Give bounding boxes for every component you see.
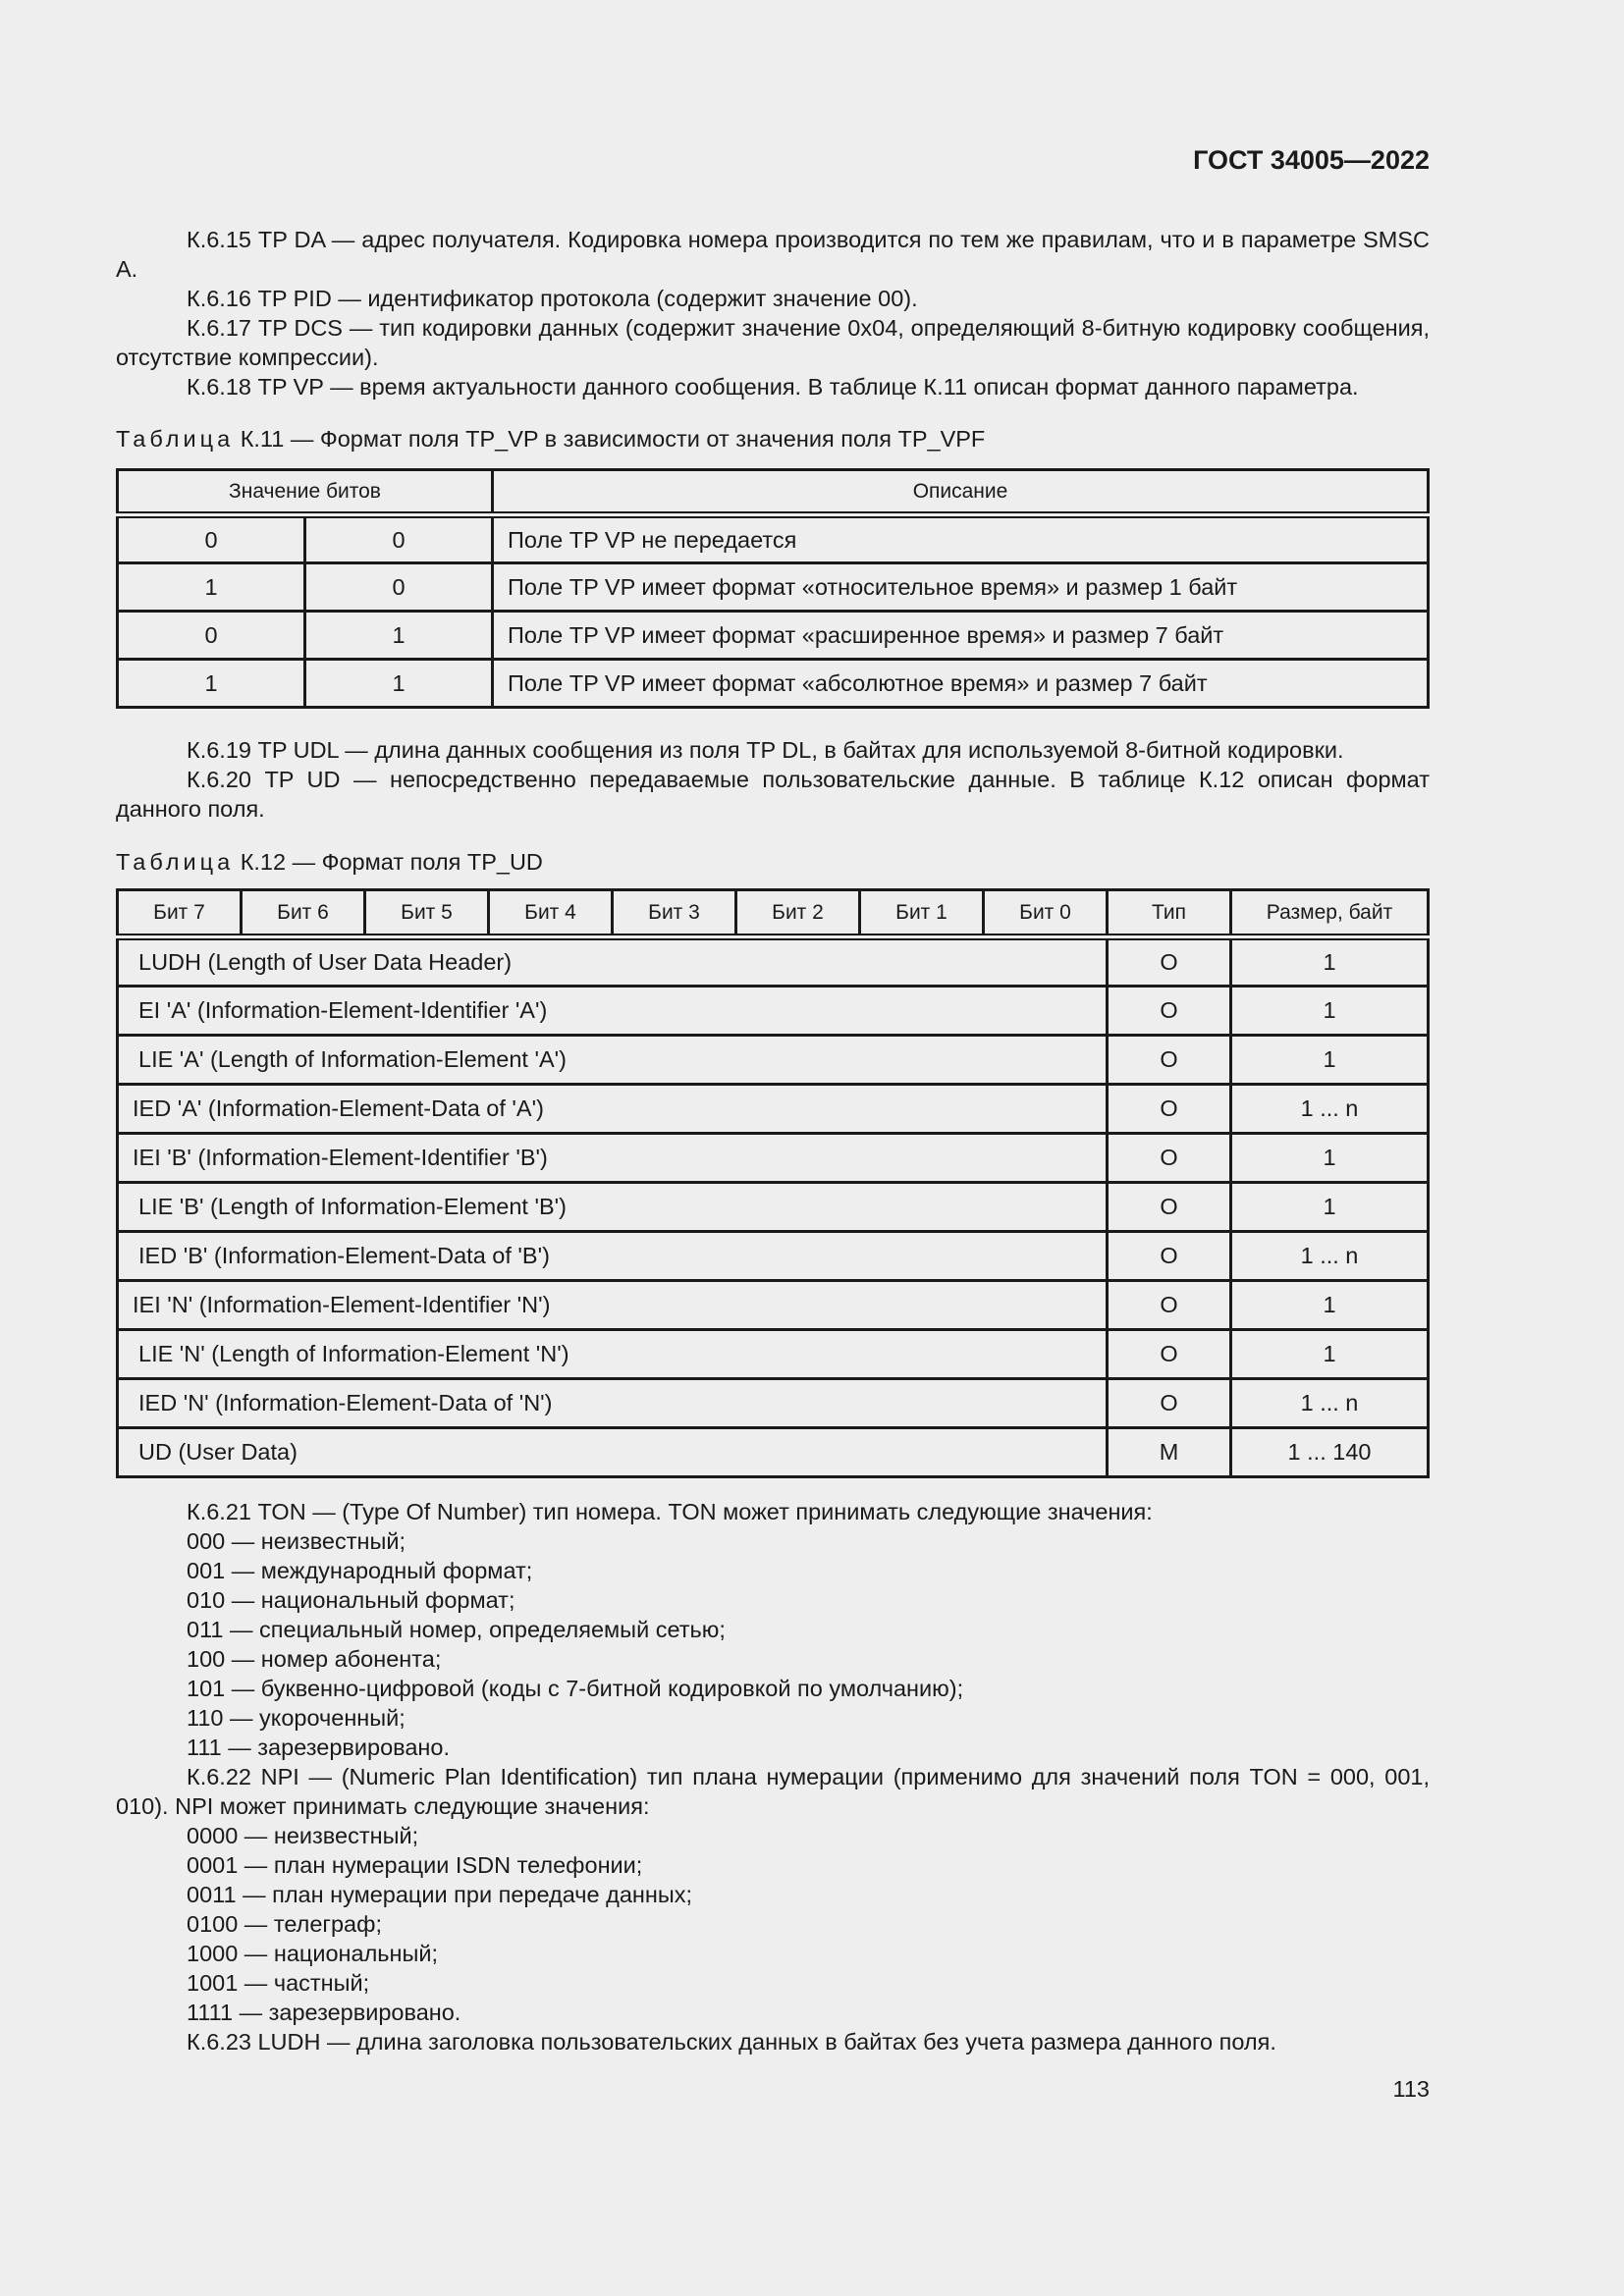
- table-row: [118, 660, 1429, 708]
- npi-value-item: 0100 — телеграф;: [187, 1911, 382, 1937]
- description-cell: Поле TP VP имеет формат «расширенное время» и размер 7 байт: [493, 612, 1429, 660]
- intro-paragraphs: [116, 225, 1430, 401]
- header-bit-0: Бит 0: [984, 890, 1108, 937]
- caption-text: К.12 — Формат поля TP_UD: [240, 849, 543, 875]
- field-name-cell: LIE 'A' (Length of Information-Element 'A'): [118, 1036, 1108, 1085]
- header-description: Описание: [493, 470, 1429, 515]
- table-row: [118, 937, 1429, 987]
- header-bit-1: Бит 1: [860, 890, 984, 937]
- type-cell: O: [1108, 1183, 1231, 1232]
- table-header-row: [118, 470, 1429, 515]
- paragraph-k6-17: К.6.17 TP DCS — тип кодировки данных (содержит значение 0x04, определяющий 8-битную кодировку сообщения, отсутствие компрессии).: [116, 315, 1430, 370]
- paragraph-k6-23: К.6.23 LUDH — длина заголовка пользовательских данных в байтах без учета размера данного поля.: [187, 2029, 1276, 2055]
- field-name-cell: IED 'N' (Information-Element-Data of 'N'): [118, 1379, 1108, 1428]
- description-cell: Поле TP VP имеет формат «абсолютное время» и размер 7 байт: [493, 660, 1429, 708]
- header-bit-values: Значение битов: [118, 470, 493, 515]
- npi-value-item: 0011 — план нумерации при передаче данных;: [187, 1882, 693, 1907]
- type-cell: O: [1108, 1085, 1231, 1134]
- header-bit-3: Бит 3: [613, 890, 736, 937]
- field-name-cell: EI 'A' (Information-Element-Identifier 'A'): [118, 987, 1108, 1036]
- size-cell: 1: [1231, 1330, 1429, 1379]
- type-cell: O: [1108, 937, 1231, 987]
- field-name-cell: LUDH (Length of User Data Header): [118, 937, 1108, 987]
- header-bit-6: Бит 6: [242, 890, 365, 937]
- npi-value-item: 1000 — национальный;: [187, 1941, 439, 1966]
- size-cell: 1 ... n: [1231, 1379, 1429, 1428]
- paragraph-k6-16: К.6.16 TP PID — идентификатор протокола (содержит значение 00).: [187, 286, 918, 311]
- paragraph-k6-19: К.6.19 TP UDL — длина данных сообщения из поля TP DL, в байтах для используемой 8-битной кодировки.: [187, 737, 1344, 763]
- bit-value-cell: 0: [118, 612, 305, 660]
- size-cell: 1 ... n: [1231, 1085, 1429, 1134]
- table-row: [118, 987, 1429, 1036]
- header-bit-5: Бит 5: [365, 890, 489, 937]
- ton-value-item: 000 — неизвестный;: [187, 1528, 406, 1554]
- size-cell: 1: [1231, 987, 1429, 1036]
- npi-value-item: 0000 — неизвестный;: [187, 1823, 419, 1848]
- table-row: [118, 1379, 1429, 1428]
- ton-value-item: 110 — укороченный;: [187, 1705, 406, 1731]
- table-k12: [116, 888, 1430, 1478]
- table-row: [118, 1085, 1429, 1134]
- type-cell: O: [1108, 987, 1231, 1036]
- table-row: [118, 515, 1429, 563]
- header-type: Тип: [1108, 890, 1231, 937]
- table-row: [118, 1134, 1429, 1183]
- table-row: [118, 1183, 1429, 1232]
- paragraph-k6-21: К.6.21 TON — (Type Of Number) тип номера. TON может принимать следующие значения:: [187, 1499, 1153, 1524]
- type-cell: O: [1108, 1232, 1231, 1281]
- ton-value-item: 011 — специальный номер, определяемый сетью;: [187, 1617, 726, 1642]
- size-cell: 1: [1231, 1036, 1429, 1085]
- bit-value-cell: 1: [118, 563, 305, 612]
- type-cell: O: [1108, 1379, 1231, 1428]
- table-row: [118, 1036, 1429, 1085]
- bit-value-cell: 0: [305, 563, 493, 612]
- field-name-cell: IED 'A' (Information-Element-Data of 'A'): [118, 1085, 1108, 1134]
- caption-word: Таблица: [116, 426, 235, 452]
- npi-value-item: 1001 — частный;: [187, 1970, 370, 1996]
- type-cell: M: [1108, 1428, 1231, 1477]
- numbering-section: [116, 1497, 1430, 2056]
- table-k11: [116, 468, 1430, 709]
- type-cell: O: [1108, 1330, 1231, 1379]
- table-row: [118, 1330, 1429, 1379]
- type-cell: O: [1108, 1281, 1231, 1330]
- npi-value-item: 1111 — зарезервировано.: [187, 2000, 461, 2025]
- table-row: [118, 612, 1429, 660]
- paragraph-k6-15: К.6.15 TP DA — адрес получателя. Кодировка номера производится по тем же правилам, что и в параметре SMSC A.: [116, 227, 1430, 282]
- size-cell: 1: [1231, 937, 1429, 987]
- table-row: [118, 1281, 1429, 1330]
- bit-value-cell: 0: [305, 515, 493, 563]
- ton-value-item: 111 — зарезервировано.: [187, 1735, 451, 1760]
- bit-value-cell: 1: [305, 660, 493, 708]
- table-header-row: [118, 890, 1429, 937]
- size-cell: 1: [1231, 1134, 1429, 1183]
- header-bit-7: Бит 7: [118, 890, 242, 937]
- page-number: 113: [1392, 2076, 1430, 2102]
- npi-value-item: 0001 — план нумерации ISDN телефонии;: [187, 1852, 643, 1878]
- caption-text: К.11 — Формат поля TP_VP в зависимости от значения поля TP_VPF: [240, 426, 986, 452]
- field-name-cell: LIE 'N' (Length of Information-Element 'N'): [118, 1330, 1108, 1379]
- ton-value-item: 100 — номер абонента;: [187, 1646, 442, 1672]
- paragraph-k6-20: К.6.20 TP UD — непосредственно передаваемые пользовательские данные. В таблице К.12 описан формат данного поля.: [116, 767, 1430, 822]
- description-cell: Поле TP VP не передается: [493, 515, 1429, 563]
- header-bit-4: Бит 4: [489, 890, 613, 937]
- description-cell: Поле TP VP имеет формат «относительное время» и размер 1 байт: [493, 563, 1429, 612]
- ton-value-item: 001 — международный формат;: [187, 1558, 533, 1583]
- field-name-cell: LIE 'B' (Length of Information-Element 'B'): [118, 1183, 1108, 1232]
- type-cell: O: [1108, 1134, 1231, 1183]
- table-k11-caption: [116, 426, 985, 453]
- table-row: [118, 1428, 1429, 1477]
- ton-value-item: 010 — национальный формат;: [187, 1587, 515, 1613]
- bit-value-cell: 1: [305, 612, 493, 660]
- caption-word: Таблица: [116, 849, 235, 875]
- header-bit-2: Бит 2: [736, 890, 860, 937]
- table-row: [118, 563, 1429, 612]
- table-row: [118, 1232, 1429, 1281]
- size-cell: 1 ... 140: [1231, 1428, 1429, 1477]
- bit-value-cell: 1: [118, 660, 305, 708]
- field-name-cell: IEI 'N' (Information-Element-Identifier 'N'): [118, 1281, 1108, 1330]
- field-name-cell: UD (User Data): [118, 1428, 1108, 1477]
- size-cell: 1: [1231, 1183, 1429, 1232]
- field-name-cell: IEI 'B' (Information-Element-Identifier 'B'): [118, 1134, 1108, 1183]
- size-cell: 1 ... n: [1231, 1232, 1429, 1281]
- paragraph-k6-18: К.6.18 TP VP — время актуальности данного сообщения. В таблице К.11 описан формат данного параметра.: [187, 374, 1359, 400]
- table-k12-caption: [116, 849, 543, 876]
- standard-header: ГОСТ 34005—2022: [1193, 145, 1430, 175]
- field-name-cell: IED 'B' (Information-Element-Data of 'B'): [118, 1232, 1108, 1281]
- size-cell: 1: [1231, 1281, 1429, 1330]
- paragraph-k6-22: К.6.22 NPI — (Numeric Plan Identification) тип плана нумерации (применимо для значений поля TON = 000, 001, 010). NPI может принимать следующие значения:: [116, 1764, 1430, 1819]
- header-size: Размер, байт: [1231, 890, 1429, 937]
- type-cell: O: [1108, 1036, 1231, 1085]
- middle-paragraphs: [116, 735, 1430, 824]
- bit-value-cell: 0: [118, 515, 305, 563]
- ton-value-item: 101 — буквенно-цифровой (коды с 7-битной кодировкой по умолчанию);: [187, 1676, 964, 1701]
